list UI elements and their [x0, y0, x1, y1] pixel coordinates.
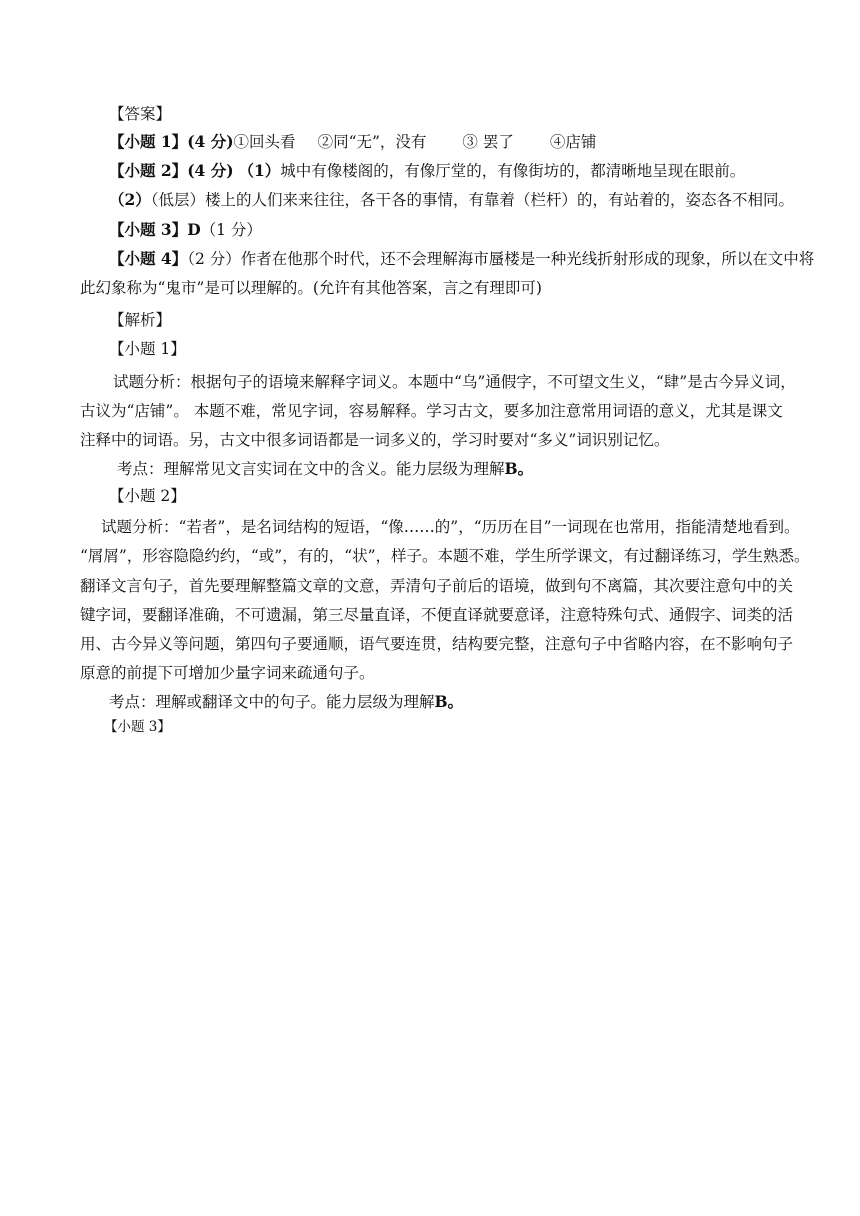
analysis-header	[0, 310, 860, 330]
a2-line-3	[0, 576, 860, 596]
a2-kaodian	[0, 692, 860, 712]
q1-item-2: ②同“无”，没有	[317, 133, 427, 151]
q2-part-2-text: （低层）楼上的人们来来往往，各干各的事情，有靠着（栏杆）的，有站着的，姿态各不相同。	[150, 191, 795, 209]
q2-part-2-num: （2）	[109, 190, 151, 209]
a2-label: 【小题 2】	[109, 487, 186, 505]
q1-answer-line	[0, 132, 860, 152]
q2-answer-line-2	[0, 190, 860, 210]
a2-line-5	[0, 634, 860, 654]
a2-text-2: “屑屑”，形容隐隐约约，“或”，有的，“状”，样子。本题不难，学生所学课文，有过翻译练习，学生熟悉。	[80, 547, 810, 565]
a2-kaodian-text: 考点：理解或翻译文中的句子。能力层级为理解	[109, 693, 435, 711]
a1-label: 【小题 1】	[109, 340, 186, 358]
a1-kaodian-level: B。	[504, 459, 534, 478]
q3-score: （1 分）	[200, 221, 262, 239]
q1-item-3: ③ 罢了	[462, 133, 514, 151]
q3-answer: D	[187, 220, 201, 239]
answer-header	[0, 104, 860, 124]
a2-text-1: 试题分析：“若者”，是名词结构的短语，“像……的”，“历历在目”一词现在也常用，指能清楚地看到。	[101, 518, 800, 536]
a1-text-1: 试题分析：根据句子的语境来解释字词义。本题中“乌”通假字，不可望文生义，“肆”是古今异义词，	[113, 373, 796, 391]
q4-answer-line-2	[0, 278, 860, 298]
a2-line-4	[0, 605, 860, 625]
q1-item-4: ④店铺	[549, 133, 597, 151]
a2-text-3: 翻译文言句子，首先要理解整篇文章的文意，弄清句子前后的语境，做到句不离篇，其次要注意句中的关	[80, 577, 794, 595]
a2-text-4: 键字词，要翻译准确，不可遗漏，第三尽量直译，不便直译就要意译，注意特殊句式、通假字、词类的活	[80, 606, 794, 624]
a2-text-6: 原意的前提下可增加少量字词来疏通句子。	[80, 664, 375, 682]
q3-label: 【小题 3】	[109, 220, 188, 239]
q4-answer-line-1	[0, 249, 860, 269]
a2-line-6	[0, 663, 860, 683]
a2-text-5: 用、古今异义等问题，第四句子要通顺，语气要连贯，结构要完整，注意句子中省略内容，在不影响句子	[80, 635, 794, 653]
a2-kaodian-level: B。	[434, 692, 464, 711]
q2-label: 【小题 2】	[109, 161, 188, 180]
a1-text-2: 古议为“店铺”。 本题不难，常见字词，容易解释。学习古文，要多加注意常用词语的意义，尤其是课文	[80, 402, 783, 420]
a1-label-line	[0, 339, 860, 359]
q2-answer-line-1	[0, 161, 860, 181]
a3-label-line	[0, 717, 860, 737]
q4-label: 【小题 4】	[109, 249, 188, 268]
a1-line-1	[0, 372, 860, 392]
q2-part-1-num: （1）	[238, 161, 281, 180]
analysis-header-text: 【解析】	[109, 311, 172, 329]
q1-item-1: ①回头看	[233, 133, 296, 151]
a2-label-line	[0, 486, 860, 506]
q3-answer-line	[0, 220, 860, 240]
a1-line-3	[0, 430, 860, 450]
a2-line-2	[0, 546, 860, 566]
a3-label: 【小题 3】	[104, 719, 171, 735]
a1-kaodian	[0, 459, 860, 479]
q4-score: （2 分）	[187, 250, 241, 268]
a2-line-1	[0, 517, 860, 537]
a1-text-3: 注释中的词语。另，古文中很多词语都是一词多义的，学习时要对“多义”词识别记忆。	[80, 431, 670, 449]
q1-score: (4 分)	[187, 132, 234, 151]
q4-text-1: 作者在他那个时代，还不会理解海市蜃楼是一种光线折射形成的现象，所以在文中将	[240, 250, 815, 268]
q2-score: (4 分)	[187, 161, 234, 180]
a1-kaodian-text: 考点：理解常见文言实词在文中的含义。能力层级为理解	[117, 460, 505, 478]
a1-line-2	[0, 401, 860, 421]
q4-text-2: 此幻象称为“鬼市”是可以理解的。(允许有其他答案，言之有理即可)	[80, 279, 542, 297]
q2-part-1-text: 城中有像楼阁的，有像厅堂的，有像街坊的，都清晰地呈现在眼前。	[280, 162, 746, 180]
q1-label: 【小题 1】	[109, 132, 188, 151]
answer-header-text: 【答案】	[109, 105, 172, 123]
